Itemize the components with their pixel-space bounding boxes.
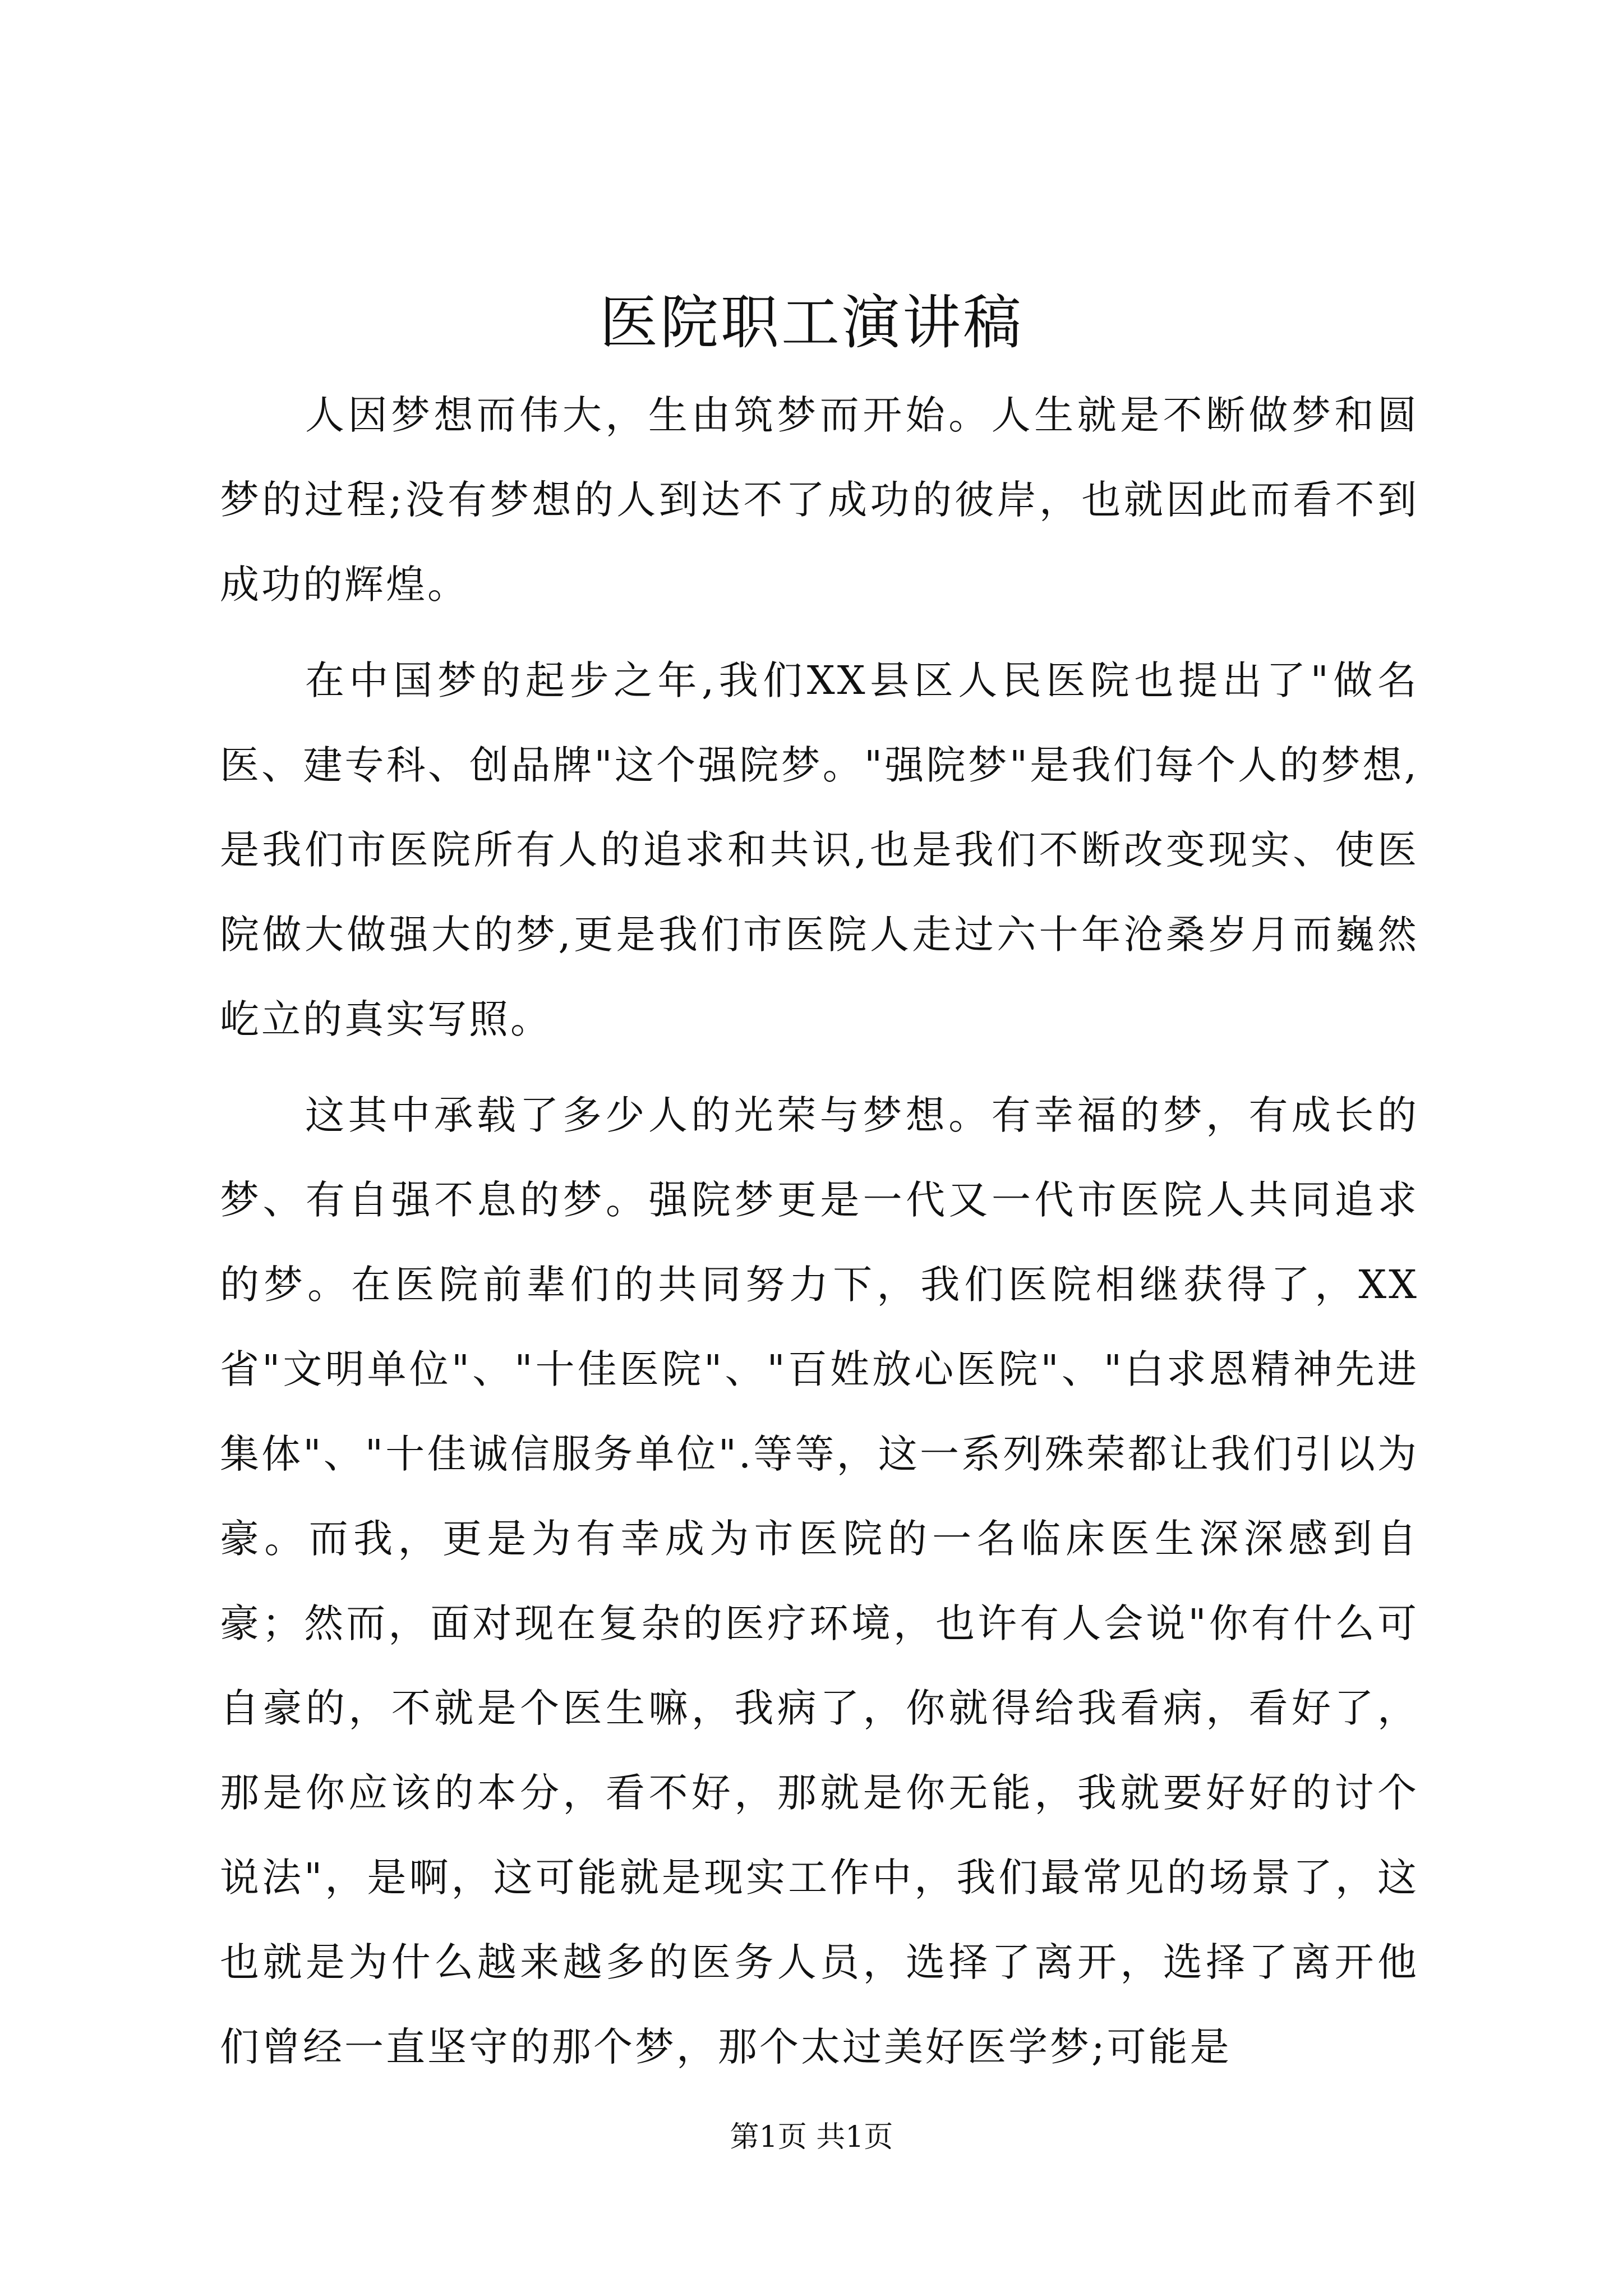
paragraph-1: 人因梦想而伟大，生由筑梦而开始。人生就是不断做梦和圆梦的过程;没有梦想的人到达不了成功的彼岸，也就因此而看不到成功的辉煌。 — [220, 392, 1419, 608]
page-number-footer: 第1页 共1页 — [730, 2120, 893, 2154]
document-title: 医院职工演讲稿 — [599, 288, 1023, 357]
paragraph-3: 这其中承载了多少人的光荣与梦想。有幸福的梦，有成长的梦、有自强不息的梦。强院梦更是一代又一代市医院人共同追求的梦。在医院前辈们的共同努力下，我们医院相继获得了，XX省"文明单位"、"十佳医院"、"百姓放心医院"、"白求恩精神先进集体"、"十佳诚信服务单位".等等，这一系列殊荣都让我们引以为豪。而我，更是为有幸成为市医院的一名临床医生深深感到自豪；然而，面对现在复杂的医疗环境，也许有人会说"你有什么可自豪的，不就是个医生嘛，我病了，你就得给我看病，看好了，那是你应该的本分，看不好，那就是你无能，我就要好好的讨个说法"，是啊，这可能就是现实工作中，我们最常见的场景了，这也就是为什么越来越多的医务人员，选择了离开，选择了离开他们曾经一直坚守的那个梦，那个太过美好医学梦;可能是 — [220, 1092, 1419, 2070]
paragraph-2: 在中国梦的起步之年,我们XX县区人民医院也提出了"做名医、建专科、创品牌"这个强院梦。"强院梦"是我们每个人的梦想,是我们市医院所有人的追求和共识,也是我们不断改变现实、使医院做大做强大的梦,更是我们市医院人走过六十年沧桑岁月而巍然屹立的真实写照。 — [220, 657, 1419, 1042]
document-body — [220, 373, 1419, 2101]
